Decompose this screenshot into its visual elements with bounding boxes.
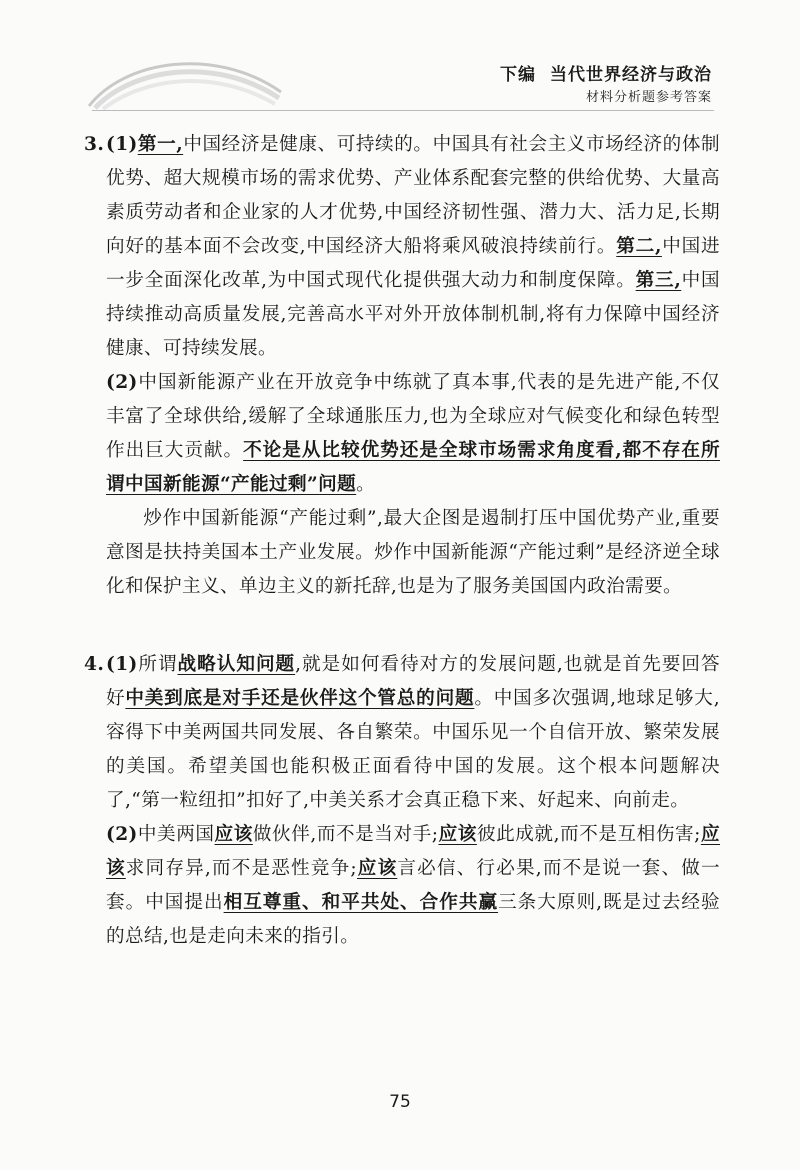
paragraph-text: 求同存异,而不是恶性竞争; xyxy=(125,858,358,879)
paragraph-text: 三条大原则,既是过去经验的总结,也是走向未来的指引。 xyxy=(106,892,720,947)
key-point: 不论是从比较优势还是全球市场需求角度看,都不存在所谓中国新能源“产能过剩”问题 xyxy=(106,440,720,495)
key-point: 应该 xyxy=(106,824,720,879)
decorative-swoosh-icon xyxy=(85,52,285,110)
paragraph-text: 中国新能源产业在开放竞争中练就了真本事,代表的是先进产能,不仅丰富了全球供给,缓解了全球通胀压力,也为全球应对气候变化和绿色转型作出巨大贡献。 xyxy=(106,372,720,461)
paragraph-text: 中美两国 xyxy=(137,824,215,845)
paragraph-text: 。 xyxy=(356,474,376,495)
paragraph-text: 。中国多次强调,地球足够大,容得下中美两国共同发展、各自繁荣。中国乐见一个自信开放、繁荣发展的美国。希望美国也能积极正面看待中国的发展。这个根本问题解决了,“第一粒纽扣”扣好了,中美关系才会真正稳下来、好起来、向前走。 xyxy=(106,688,721,811)
q3-part-2-continued: 炒作中国新能源“产能过剩”,最大企图是遏制打压中国优势产业,重要意图是扶持美国本土产业发展。炒作中国新能源“产能过剩”是经济逆全球化和保护主义、单边主义的新托辞,也是为了服务美国国内政治需要。 xyxy=(106,508,720,597)
paragraph-text: 言必信、行必果,而不是说一套、做一套。中国提出 xyxy=(106,858,720,913)
key-point-mark: 第一, xyxy=(137,134,184,155)
key-point: 应该 xyxy=(438,824,477,845)
page-header xyxy=(0,0,800,110)
key-point: 相互尊重、和平共处、合作共赢 xyxy=(223,892,499,913)
paragraph-text: 做伙伴,而不是当对手; xyxy=(252,824,439,845)
paragraph-text: 彼此成就,而不是互相伤害; xyxy=(476,824,701,845)
paragraph-text: 所谓 xyxy=(137,654,178,675)
answer-content xyxy=(84,128,720,954)
question-4 xyxy=(84,648,720,954)
q3-part-2 xyxy=(84,366,720,502)
page-number: 75 xyxy=(389,1092,411,1112)
part-label: (1) xyxy=(106,654,138,675)
key-point: 应该 xyxy=(357,858,398,879)
header-subtitle: 材料分析题参考答案 xyxy=(585,90,712,105)
part-label: (2) xyxy=(106,824,138,845)
key-point: 应该 xyxy=(214,824,253,845)
header-title xyxy=(500,60,712,85)
q3-part-1 xyxy=(84,128,720,366)
key-point: 中美到底是对手还是伙伴这个管总的问题 xyxy=(125,688,475,709)
q4-part-1 xyxy=(84,648,720,818)
header-divider xyxy=(92,110,714,111)
paragraph-text: 中国持续推动高质量发展,完善高水平对外开放体制机制,将有力保障中国经济健康、可持续发展。 xyxy=(106,270,720,359)
paragraph-text: ,就是如何看待对方的发展问题,也就是首先要回答好 xyxy=(106,654,720,709)
paragraph-text: 中国经济是健康、可持续的。中国具有社会主义市场经济的体制优势、超大规模市场的需求优势、产业体系配套完整的供给优势、大量高素质劳动者和企业家的人才优势,中国经济韧性强、潜力大、活力足,长期向好的基本面不会改变,中国经济大船将乘风破浪持续前行。 xyxy=(106,134,720,257)
key-point-mark: 第二, xyxy=(616,236,662,257)
question-3 xyxy=(84,128,720,604)
question-number: 3. xyxy=(84,134,105,155)
part-label: (1) xyxy=(106,134,138,155)
q4-part-2 xyxy=(84,818,720,954)
header-section: 下编 xyxy=(500,65,536,85)
paragraph-text: 中国进一步全面深化改革,为中国式现代化提供强大动力和制度保障。 xyxy=(106,236,720,291)
question-number: 4. xyxy=(84,654,105,675)
part-label: (2) xyxy=(106,372,138,393)
header-book-title: 当代世界经济与政治 xyxy=(550,65,712,85)
key-point: 战略认知问题 xyxy=(177,654,296,675)
key-point-mark: 第三, xyxy=(635,270,682,291)
